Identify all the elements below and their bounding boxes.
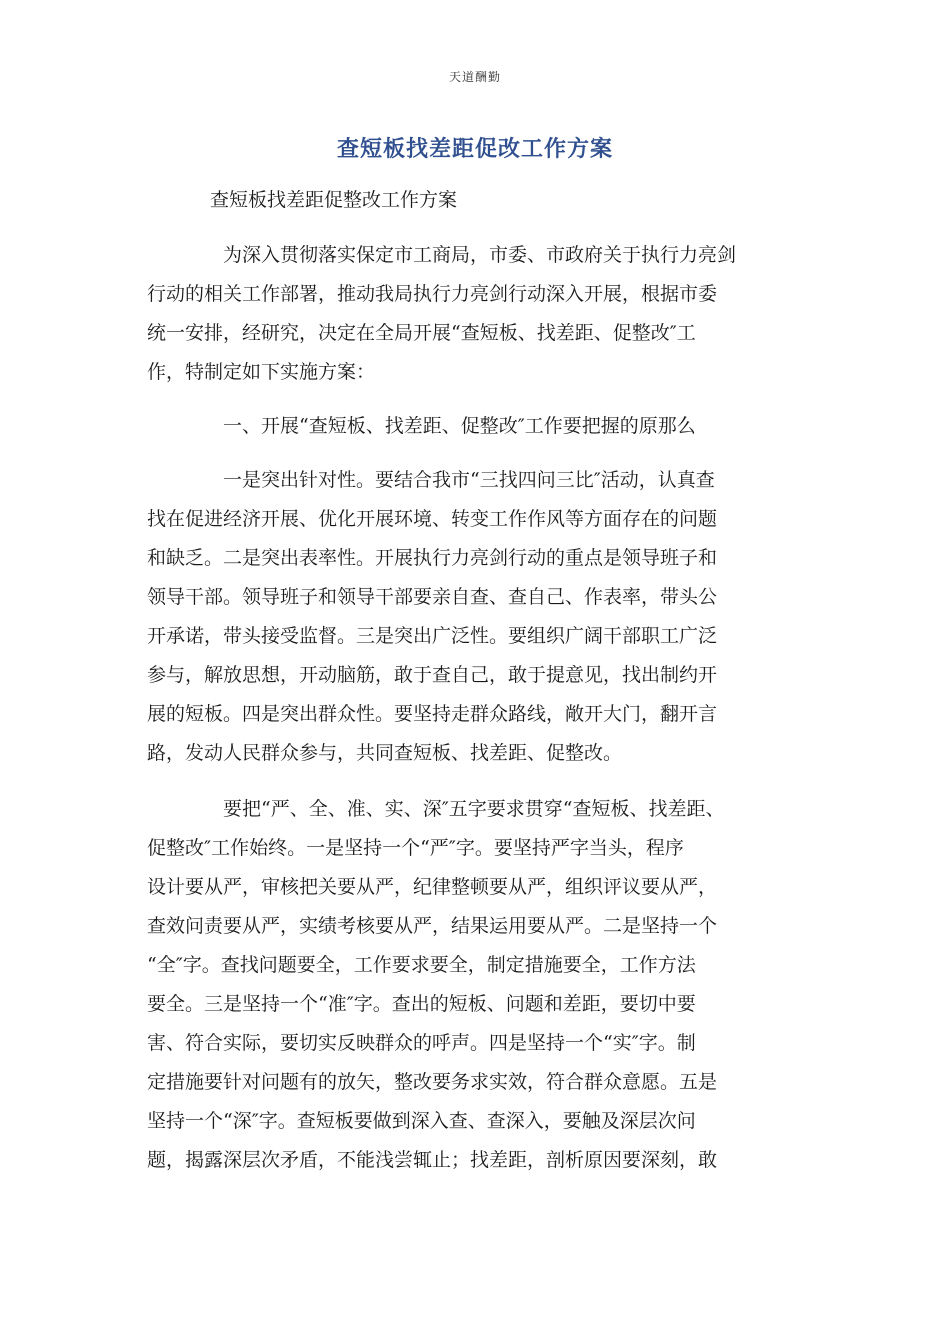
paragraph-line: 要全。三是坚持一个“准″字。查出的短板、问题和差距，要切中要 — [147, 993, 696, 1015]
paragraph-intro — [147, 236, 807, 392]
paragraph-line: 害、符合实际，要切实反映群众的呼声。四是坚持一个“实″字。制 — [147, 1032, 696, 1054]
paragraph-line: 坚持一个“深″字。查短板要做到深入查、查深入，要触及深层次问 — [147, 1110, 696, 1132]
section-heading-1 — [147, 407, 807, 446]
paragraph-line: 找在促进经济开展、优化开展环境、转变工作作风等方面存在的问题 — [147, 508, 718, 530]
paragraph-line: 作，特制定如下实施方案： — [147, 361, 376, 383]
paragraph-line: 和缺乏。二是突出表率性。开展执行力亮剑行动的重点是领导班子和 — [147, 547, 718, 569]
document-title: 查短板找差距促改工作方案 — [336, 136, 613, 162]
paragraph-line: 查效问责要从严，实绩考核要从严，结果运用要从严。二是坚持一个 — [147, 915, 718, 937]
paragraph-line: 领导干部。领导班子和领导干部要亲自查、查自己、作表率，带头公 — [147, 586, 718, 608]
paragraph-line: 参与，解放思想，开动脑筋，敢于查自己，敢于提意见，找出制约开 — [147, 664, 718, 686]
paragraph-principles — [147, 461, 807, 773]
paragraph-line: 设计要从严，审核把关要从严，纪律整顿要从严，组织评议要从严， — [147, 876, 718, 898]
section-heading: 一、开展“查短板、找差距、促整改″工作要把握的原那么 — [223, 415, 696, 437]
paragraph-line: 行动的相关工作部署，推动我局执行力亮剑行动深入开展，根据市委 — [147, 283, 718, 305]
paragraph-line: 题，揭露深层次矛盾，不能浅尝辄止；找差距，剖析原因要深刻，敢 — [147, 1149, 718, 1171]
paragraph-line: 统一安排，经研究，决定在全局开展“查短板、找差距、促整改″工 — [147, 322, 696, 344]
paragraph-line: “全″字。查找问题要全，工作要求要全，制定措施要全，工作方法 — [147, 954, 696, 976]
paragraph-line: 一是突出针对性。要结合我市“三找四问三比″活动，认真查 — [223, 469, 715, 491]
document-subtitle: 查短板找差距促整改工作方案 — [210, 189, 458, 211]
paragraph-line: 要把“严、全、准、实、深″五字要求贯穿“查短板、找差距、 — [223, 798, 725, 820]
paragraph-line: 展的短板。四是突出群众性。要坚持走群众路线，敞开大门，翻开言 — [147, 703, 718, 725]
paragraph-line: 促整改″工作始终。一是坚持一个“严″字。要坚持严字当头，程序 — [147, 837, 684, 859]
paragraph-line: 为深入贯彻落实保定市工商局，市委、市政府关于执行力亮剑 — [223, 244, 737, 266]
paragraph-line: 路，发动人民群众参与，共同查短板、找差距、促整改。 — [147, 742, 623, 764]
paragraph-line: 开承诺，带头接受监督。三是突出广泛性。要组织广阔干部职工广泛 — [147, 625, 718, 647]
page-header: 天道酬勤 — [448, 70, 501, 84]
subtitle-block — [147, 181, 807, 220]
paragraph-requirements — [147, 790, 807, 1180]
paragraph-line: 定措施要针对问题有的放矢，整改要务求实效，符合群众意愿。五是 — [147, 1071, 718, 1093]
